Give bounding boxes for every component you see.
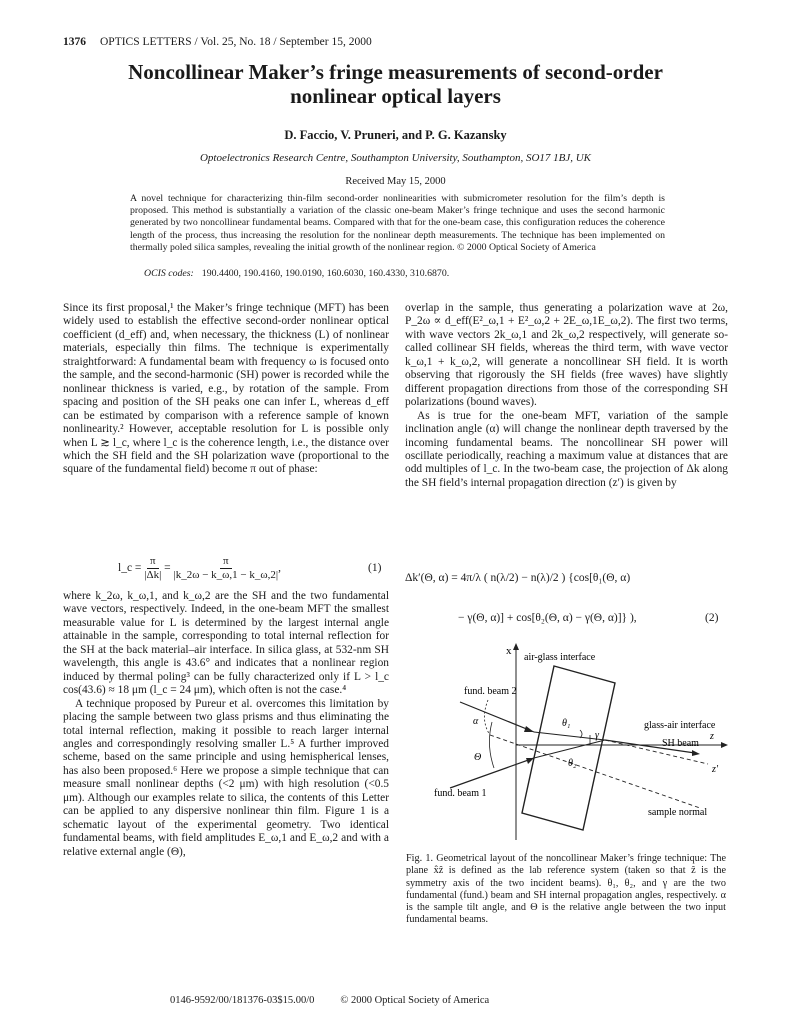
right-column-text	[405, 302, 728, 490]
footer	[170, 995, 515, 1006]
fund-beam-2-arrow	[524, 726, 534, 732]
eq1-tail: ,	[278, 562, 281, 575]
equation-1-number: (1)	[368, 562, 382, 574]
eq1-fraction-2: $\frac{\pi}{|k\_2\omega - k\_\omega,1 - k\_\omega,2|}$	[173, 555, 279, 581]
theta1-label: θ₁	[562, 718, 571, 729]
ocis-codes	[144, 268, 449, 279]
alpha-label: α	[473, 716, 479, 727]
equation-2-line-2: − γ(Θ, α)] + cos[θ₂(Θ, α) − γ(Θ, α)]} ),	[458, 612, 637, 624]
alpha-arc	[484, 700, 490, 735]
sample-normal-label: sample normal	[648, 807, 708, 818]
page-number: 1376	[63, 36, 86, 48]
Theta-label: Θ	[474, 752, 482, 763]
air-glass-label: air-glass interface	[524, 652, 596, 663]
left-column-para-2: where k_2ω, k_ω,1, and k_ω,2 are the SH and the two fundamental wave vectors, respectively. Indeed, in the one-beam MFT the smallest measurable value for L is determined by the largest internal angle attainable in the sample, corresponding to total internal reflection for the SH at the back material–air interface. In silica glass, at 532-nm SH wavelength, this angle is 43.6° and indicates that a nonlinear region induced by thermal poling³ can be fully characterized only if L > l_c cos(43.6) ≈ 18 μm (l_c = 24 μm), which often is not the case.⁴ A technique proposed by Pureur et al. overcomes this limitation by placing the sample between two glass prisms and thus eliminating the total internal reflection, making it possible to reach larger internal angles and correspondingly resolving smaller L.⁵ A further improved scheme, based on the same principle and using hemispherical lenses, has also been proposed.⁶ Here we propose a simple technique that can measure small nonlinear depths (<2 μm) with high resolution (<0.5 μm). Although our examples relate to silica, the contents of this Letter can be applied to any dispersive nonlinear thin film. Figure 1 is a schematic layout of the experimental geometry. Two identical fundamental beams, with field amplitudes E_ω,1 and E_ω,2 and with a relative external angle (Θ),	[63, 590, 389, 858]
running-header	[63, 36, 372, 48]
fund-beam-2-label: fund. beam 2	[464, 686, 517, 697]
glass-air-label: glass-air interface	[644, 720, 716, 731]
internal-ray-2	[534, 740, 605, 758]
right-column-para-2: As is true for the one-beam MFT, variation of the sample inclination angle (α) will change the nonlinear depth traversed by the incoming fundamental beams. The noncollinear SH power will oscillate periodically, reaching a maximum value at distances that are odd multiples of l_c. In the two-beam case, the projection of Δk along the SH field’s internal propagation direction (z′) is given by	[405, 409, 728, 489]
gamma-label: γ	[595, 730, 599, 741]
theta2-label: θ₂	[568, 758, 577, 769]
affiliation: Optoelectronics Research Centre, Southampton University, Southampton, SO17 1BJ, UK	[199, 152, 592, 164]
ocis-code-list: 190.4400, 190.4160, 190.0190, 160.6030, 160.4330, 310.6870.	[201, 268, 450, 279]
authors: D. Faccio, V. Pruneri, and P. G. Kazansky	[284, 128, 507, 142]
left-column-para-1: Since its first proposal,¹ the Maker’s fringe technique (MFT) has been widely used to establish the effective second-order nonlinear optical coefficient (d_eff) and, when necessary, the thickness (L) of nonlinear materials, especially thin films. The technique is experimentally straightforward: A fundamental beam with frequency ω is focused onto the sample, and the second-harmonic (SH) power is recorded while the nonlinear thickness is varied, e.g., by rotation of the sample. From spacing and position of the SH peaks one can infer L, whereas d_eff can be estimated by comparison with a reference sample of known nonlinearity.² However, acceptable resolution for L is possible only when L ≳ l_c, where l_c is the coherence length, i.e., the distance over which the SH field and the SH polarization wave (proportional to the square of the fundamental field) become π out of phase:	[63, 302, 389, 476]
z-axis-arrow	[721, 742, 728, 748]
right-column-para-1: overlap in the sample, thus generating a polarization wave at 2ω, P_2ω ∝ d_eff(E²_ω,1 + E²_ω,2 + 2E_ω,1E_ω,2). The first two terms, with wave vectors 2k_ω,1 and 2k_ω,2 respectively, will generate so-called collinear SH fields, whereas the third term, with wave vector k_ω,1 + k_ω,2, will generate a noncollinear SH field. It is worth observing that rigorously the SH fields (free waves) have slightly different propagation directions from those of the corresponding SH polarizations (bound waves).	[405, 302, 728, 409]
ocis-label: OCIS codes:	[144, 268, 194, 279]
Theta-arc	[489, 722, 494, 768]
eq1-fraction-1: $\frac{\pi}{|\Delta k|}$	[144, 555, 162, 581]
received-date: Received May 15, 2000	[345, 176, 446, 187]
equation-2-line-1: Δk′(Θ, α) = 4π/λ ( n(λ/2) − n(λ)/2 ) {cos[θ₁(Θ, α)	[405, 572, 631, 584]
figure-1-diagram	[430, 640, 730, 845]
footer-code: 0146-9592/00/181376-03$15.00/0	[170, 995, 315, 1006]
abstract: A novel technique for characterizing thin-film second-order nonlinearities with submicrometer resolution for the film’s depth is proposed. This method is substantially a variation of the classic one-beam Maker’s fringe technique and uses the second harmonic generated by two noncollinear fundamental beams. Compared with that for the one-beam case, this configuration reduces the coherence length of the process, thus increasing the resolution for the nonlinear depth measurements. The technique has been implemented on thermally poled silica samples, revealing the initial growth of the nonlinear region. © 2000 Optical Society of America	[130, 193, 665, 253]
eq1-lhs: l_c =	[118, 562, 142, 575]
equation-2-number: (2)	[705, 612, 719, 624]
left-column-para-3: A technique proposed by Pureur et al. overcomes this limitation by placing the sample between two glass prisms and thus eliminating the total internal reflection, making it possible to reach larger internal angles and correspondingly resolving smaller L.⁵ A further improved scheme, based on the same principle and using hemispherical lenses, has also been proposed.⁶ Here we propose a simple technique that can measure small nonlinear depths (<2 μm) with high resolution (<0.5 μm). Although our examples relate to silica, the contents of this Letter can be applied to any dispersive nonlinear thin film. Figure 1 is a schematic layout of the experimental geometry. Two identical fundamental beams, with field amplitudes E_ω,1 and E_ω,2 and with a relative external angle (Θ),	[63, 697, 389, 858]
z-axis-label: z	[710, 731, 714, 742]
footer-copyright: © 2000 Optical Society of America	[340, 995, 490, 1006]
sh-beam-label: SH beam	[662, 738, 699, 749]
fund-beam-2-line	[460, 702, 534, 732]
x-axis-arrow	[513, 643, 519, 650]
paper-title	[40, 60, 751, 108]
sh-beam-arrow	[692, 750, 700, 756]
sample-slab	[522, 666, 615, 830]
z-prime-label: z′	[712, 764, 719, 775]
figure-1-caption: Fig. 1. Geometrical layout of the noncollinear Maker’s fringe technique: The plane x̂ẑ is defined as the lab reference system (taken so that ẑ is the symmetry axis of the two incident beams). θ₁, θ₂, and γ are the two fundamental (fund.) beam and SH internal propagation angles, respectively. α is the sample tilt angle, and Θ is the relative angle between the two input fundamental beams.	[406, 853, 726, 926]
journal-info: OPTICS LETTERS / Vol. 25, No. 18 / September 15, 2000	[100, 36, 372, 48]
equation-1	[118, 555, 388, 582]
x-axis-label: x	[506, 645, 512, 657]
title-line-1: Noncollinear Maker’s fringe measurements of second-order	[128, 60, 663, 84]
eq1-equals: =	[164, 562, 171, 575]
fund-beam-1-label: fund. beam 1	[434, 788, 487, 799]
title-line-2: nonlinear optical layers	[290, 84, 501, 108]
